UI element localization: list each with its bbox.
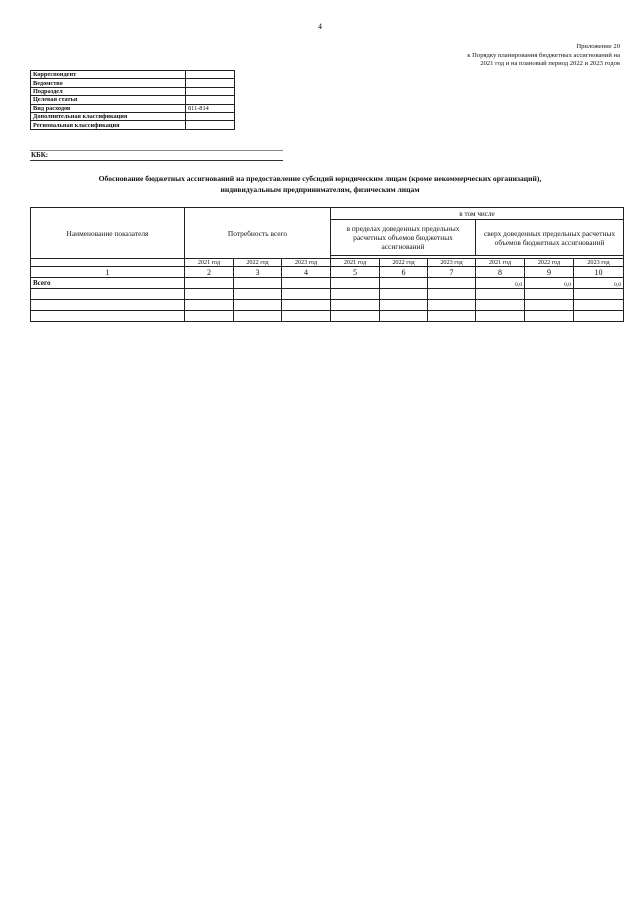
table-cell [574, 300, 624, 311]
column-number: 5 [331, 267, 380, 278]
classification-label: Региональная классификация [31, 121, 186, 129]
appendix-note [400, 43, 620, 69]
table-row-total [31, 278, 624, 289]
classification-row [31, 71, 235, 79]
classification-table [30, 70, 235, 130]
table-cell [234, 311, 282, 322]
classification-row [31, 104, 235, 112]
classification-value [186, 87, 235, 95]
header-within-limits: в пределах доведенных предельных расчетных объемов бюджетных ассигнований [331, 220, 476, 256]
appendix-line-1: Приложение 20 [576, 43, 620, 50]
header-indicator-name: Наименование показателя [31, 208, 185, 259]
classification-value [186, 121, 235, 129]
year-header: 2021 год [331, 259, 380, 267]
table-cell [574, 289, 624, 300]
table-cell [282, 289, 331, 300]
year-header: 2023 год [282, 259, 331, 267]
column-number: 6 [380, 267, 428, 278]
header-above-limits: сверх доведенных предельных расчетных объемов бюджетных ассигнований [476, 220, 624, 256]
column-number: 7 [428, 267, 476, 278]
table-row [31, 289, 624, 300]
classification-value [186, 79, 235, 87]
year-spacer [31, 259, 185, 267]
table-cell [525, 300, 574, 311]
classification-row [31, 121, 235, 129]
table-row [31, 300, 624, 311]
classification-label: Целевая статья [31, 96, 186, 104]
year-header: 2021 год [185, 259, 234, 267]
year-header: 2023 год [574, 259, 624, 267]
column-number: 10 [574, 267, 624, 278]
classification-value [186, 71, 235, 79]
column-number: 9 [525, 267, 574, 278]
classification-row [31, 79, 235, 87]
classification-value [186, 112, 235, 120]
table-cell [525, 311, 574, 322]
header-including: в том числе [331, 208, 624, 220]
kbk-top-divider [30, 150, 283, 151]
classification-label: Ведомство [31, 79, 186, 87]
kbk-divider [30, 160, 283, 161]
table-cell [31, 289, 185, 300]
table-cell [282, 300, 331, 311]
table-cell [331, 311, 380, 322]
table-cell [380, 289, 428, 300]
column-number: 4 [282, 267, 331, 278]
table-cell [234, 278, 282, 289]
table-cell [380, 300, 428, 311]
table-cell [428, 289, 476, 300]
table-cell [476, 300, 525, 311]
table-cell [282, 278, 331, 289]
table-cell [282, 311, 331, 322]
table-cell: 0,0 [525, 278, 574, 289]
table-cell [234, 289, 282, 300]
column-numbers-row [31, 267, 624, 278]
classification-value [186, 96, 235, 104]
justification-table [30, 207, 624, 322]
table-cell [331, 289, 380, 300]
table-cell [574, 311, 624, 322]
table-cell [234, 300, 282, 311]
year-header: 2022 год [380, 259, 428, 267]
total-label: Всего [31, 278, 185, 289]
classification-value: 811-814 [186, 104, 235, 112]
table-cell: 0,0 [574, 278, 624, 289]
table-cell [476, 311, 525, 322]
classification-row [31, 87, 235, 95]
table-cell [525, 289, 574, 300]
column-number: 2 [185, 267, 234, 278]
appendix-line-2: к Порядку планирования бюджетных ассигнований на [467, 51, 620, 59]
classification-label: Дополнительная классификация [31, 112, 186, 120]
table-cell [380, 311, 428, 322]
classification-label: Подраздел [31, 87, 186, 95]
table-cell [428, 300, 476, 311]
table-cell [185, 289, 234, 300]
column-number: 3 [234, 267, 282, 278]
appendix-line-3: 2021 год и на плановый период 2022 и 2023 годов [480, 60, 620, 68]
classification-label: Корреспондент [31, 71, 186, 79]
year-header: 2021 год [476, 259, 525, 267]
table-cell [476, 289, 525, 300]
page-number: 4 [318, 22, 322, 31]
year-header: 2022 год [234, 259, 282, 267]
column-number: 8 [476, 267, 525, 278]
classification-label: Вид расходов [31, 104, 186, 112]
table-cell [331, 278, 380, 289]
table-cell [428, 311, 476, 322]
header-need-total: Потребность всего [185, 208, 331, 259]
title-line-2: индивидуальным предпринимателям, физическим лицам [220, 185, 420, 194]
table-cell [331, 300, 380, 311]
table-cell [185, 300, 234, 311]
table-cell [380, 278, 428, 289]
table-cell [185, 311, 234, 322]
classification-row [31, 112, 235, 120]
table-cell [31, 311, 185, 322]
classification-row [31, 96, 235, 104]
table-cell [428, 278, 476, 289]
table-row [31, 311, 624, 322]
table-cell [31, 300, 185, 311]
column-number: 1 [31, 267, 185, 278]
year-header: 2023 год [428, 259, 476, 267]
year-header: 2022 год [525, 259, 574, 267]
document-title [40, 173, 600, 195]
kbk-label: КБК: [31, 151, 49, 159]
table-cell [185, 278, 234, 289]
table-cell: 0,0 [476, 278, 525, 289]
title-line-1: Обоснование бюджетных ассигнований на предоставление субсидий юридическим лицам (кроме некоммерческих организаций), [98, 174, 542, 183]
